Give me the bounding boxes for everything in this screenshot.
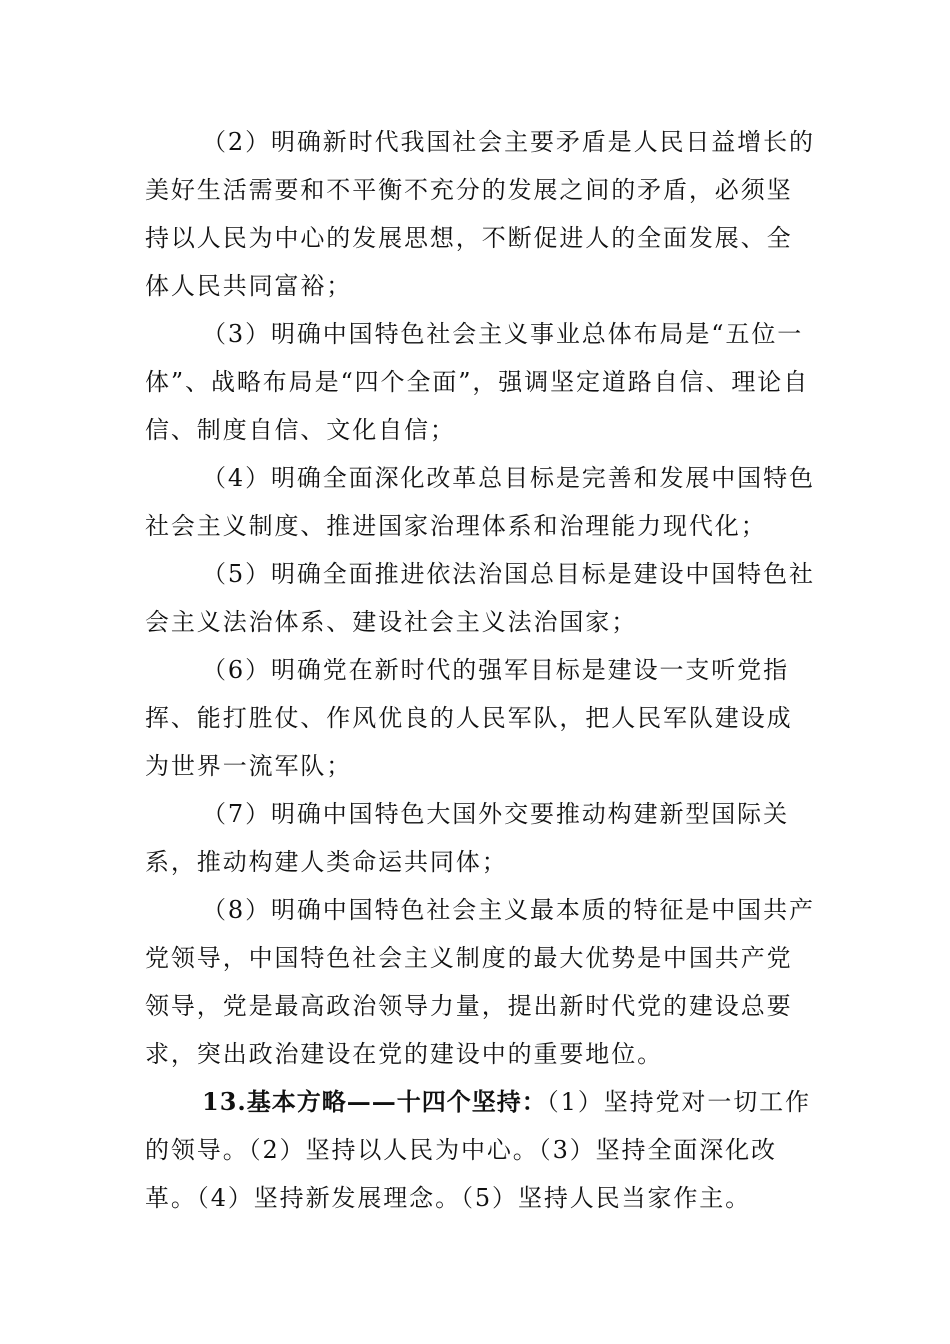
paragraph-item-2: （2）明确新时代我国社会主要矛盾是人民日益增长的美好生活需要和不平衡不充分的发展之间的矛盾，必须坚持以人民为中心的发展思想，不断促进人的全面发展、全体人民共同富裕；: [145, 128, 815, 300]
paragraph-item-7: （7）明确中国特色大国外交要推动构建新型国际关系，推动构建人类命运共同体；: [145, 800, 789, 876]
section-13-paragraph: [145, 1078, 815, 1222]
document-body: [145, 118, 815, 1222]
section-13-body: （1）坚持党对一切工作的领导。（2）坚持以人民为中心。（3）坚持全面深化改革。（4）坚持新发展理念。（5）坚持人民当家作主。: [145, 1088, 811, 1212]
section-13-heading: 13.基本方略——十四个坚持：: [202, 1087, 547, 1116]
paragraph-item-4: （4）明确全面深化改革总目标是完善和发展中国特色社会主义制度、推进国家治理体系和治理能力现代化；: [145, 464, 815, 540]
paragraph-item-6: （6）明确党在新时代的强军目标是建设一支听党指挥、能打胜仗、作风优良的人民军队，把人民军队建设成为世界一流军队；: [145, 656, 793, 780]
paragraph-item-5: （5）明确全面推进依法治国总目标是建设中国特色社会主义法治体系、建设社会主义法治国家；: [145, 560, 815, 636]
paragraph-item-8: （8）明确中国特色社会主义最本质的特征是中国共产党领导，中国特色社会主义制度的最大优势是中国共产党领导，党是最高政治领导力量，提出新时代党的建设总要求，突出政治建设在党的建设中的重要地位。: [145, 896, 815, 1068]
paragraph-item-3: （3）明确中国特色社会主义事业总体布局是“五位一体”、战略布局是“四个全面”，强调坚定道路自信、理论自信、制度自信、文化自信；: [145, 320, 810, 444]
